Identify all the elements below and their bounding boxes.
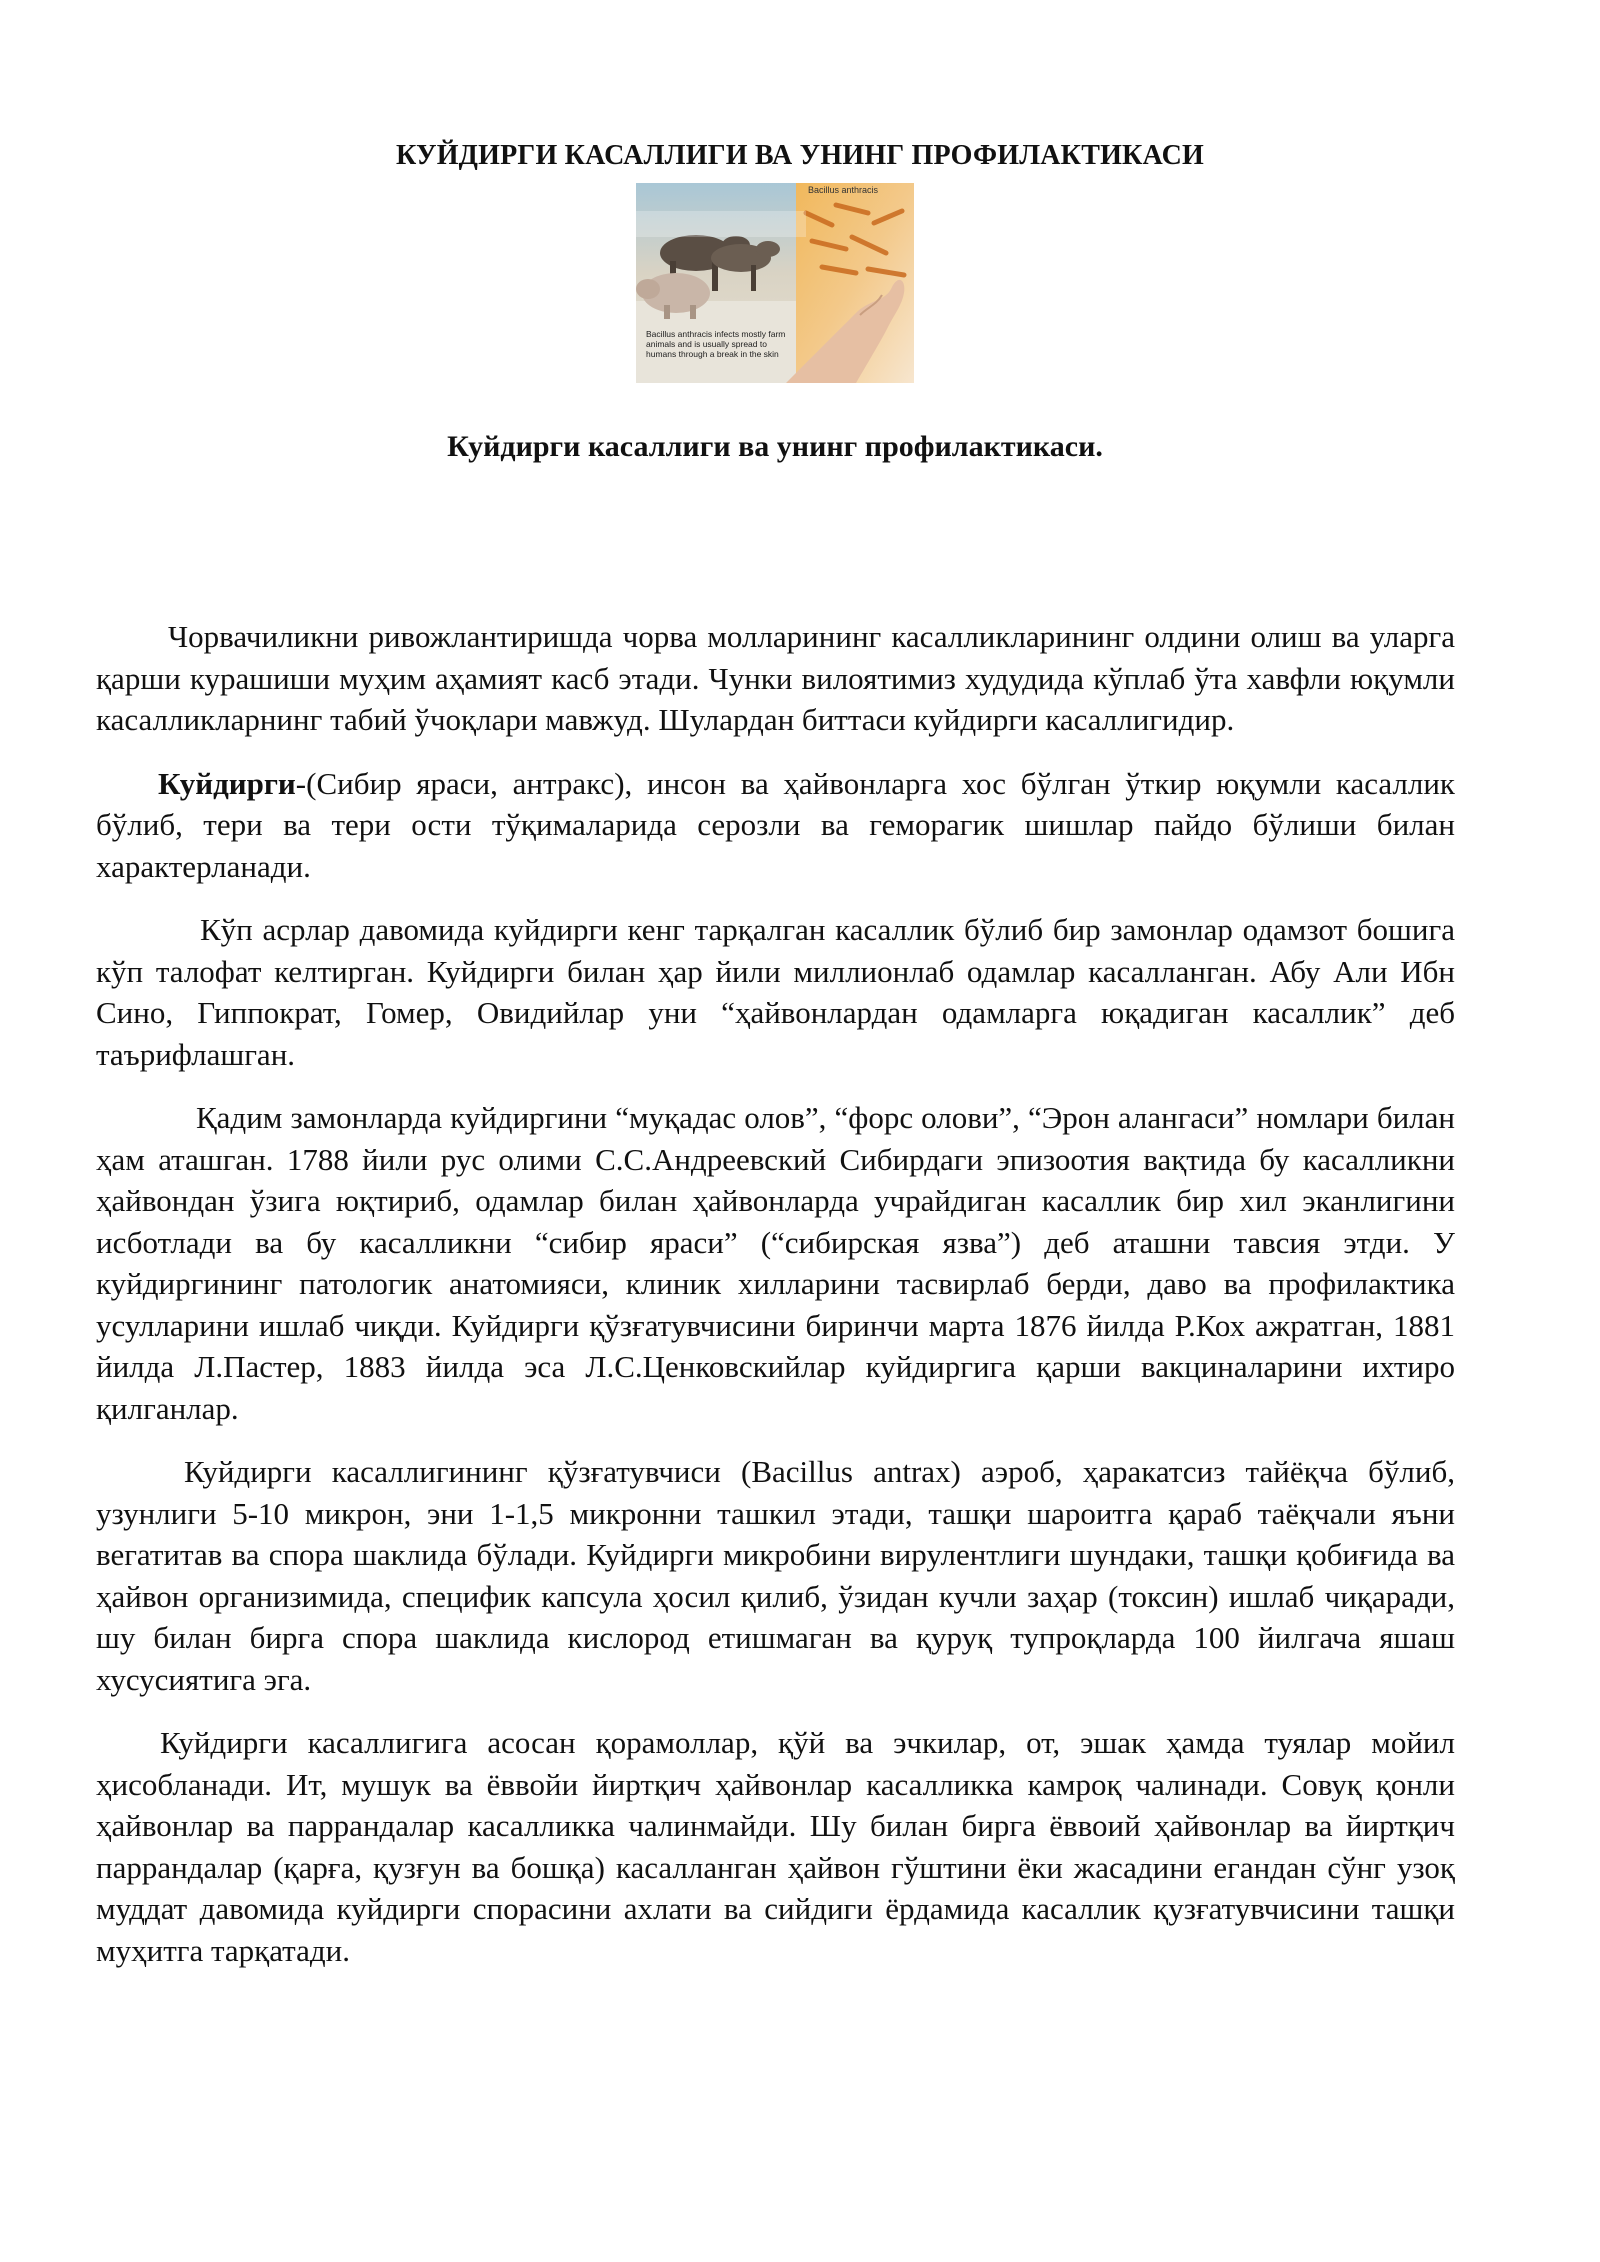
anthrax-illustration bbox=[636, 183, 914, 383]
paragraph-5: Куйдирги касаллигининг қўзғатувчиси (Bacillus antrax) аэроб, ҳаракатсиз тайёқча бўлиб, узунлиги 5-10 микрон, эни 1-1,5 микронни ташкил этади, ташқи шароитга қараб таёқчали яъни вегатитав ва спора шаклида бўлади. Куйдирги микробини вирулентлиги шундаки, ташқи қобиғида ва ҳайвон организимида, специфик капсула ҳосил қилиб, ўзидан кучли заҳар (токсин) ишлаб чиқаради, шу билан бирга спора шаклида кислород етишмаган ва қуруқ тупроқларда 100 йилгача яшаш хусусиятига эга. bbox=[96, 1454, 1455, 1697]
paragraph-1: Чорвачиликни ривожлантиришда чорва молларининг касалликларининг олдини олиш ва уларга қарши курашиши муҳим аҳамият касб этади. Чунки вилоятимиз худудида кўплаб ўта хавфли юқумли касалликларнинг табий ўчоқлари мавжуд. Шулардан биттаси куйдирги касаллигидир. bbox=[96, 619, 1455, 737]
paragraph-4: Қадим замонларда куйдиргини “муқадас олов”, “форс олови”, “Эрон алангаси” номлари билан ҳам аташган. 1788 йили рус олими С.С.Андреевский Сибирдаги эпизоотия вақтида бу касалликни ҳайвондан ўзига юқтириб, одамлар билан ҳайвонларда учрайдиган касаллик бир хил эканлигини исботлади ва бу касалликни “сибир яраси” (“сибирская язва”) деб аташни тавсия этди. У куйдиргининг патологик анатомияси, клиник хилларини тасвирлаб берди, даво ва профилактика усулларини ишлаб чиқди. Куйдирги қўзғатувчисини биринчи марта 1876 йилда Р.Кох ажратган, 1881 йилда Л.Пастер, 1883 йилда эса Л.С.Ценковскийлар куйдиргига қарши вакциналарини ихтиро қилганлар. bbox=[96, 1100, 1455, 1426]
paragraph-6: Куйдирги касаллигига асосан қорамоллар, қўй ва эчкилар, от, эшак ҳамда туялар мойил ҳисобланади. Ит, мушук ва ёввойи йиртқич ҳайвонлар касалликка камроқ чалинади. Совуқ қонли ҳайвонлар ва паррандалар касалликка чалинмайди. Шу билан бирга ёввоий ҳайвонлар ва йиртқич паррандалар (қарға, қузғун ва бошқа) касалланган ҳайвон гўштини ёки жасадини егандан сўнг узоқ муддат давомида куйдирги спорасини ахлати ва сийдиги ёрдамида касаллик қузғатувчисини ташқи муҳитга тарқатади. bbox=[96, 1725, 1455, 1968]
paragraph-2-lead-term: Куйдирги bbox=[158, 765, 296, 801]
figure-caption-bottom: Bacillus anthracis infects mostly farm animals and is usually spread to humans through a break in the skin bbox=[646, 329, 786, 359]
paragraph-2 bbox=[96, 763, 1455, 888]
document-body bbox=[96, 616, 1455, 1993]
document-title: КУЙДИРГИ КАСАЛЛИГИ ВА УНИНГ ПРОФИЛАКТИКАСИ bbox=[396, 140, 1204, 171]
document-subtitle: Куйдирги касаллиги ва унинг профилактикаси. bbox=[447, 430, 1103, 463]
paragraph-2-text: -(Сибир яраси, антракс), инсон ва ҳайвонларга хос бўлган ўткир юқумли касаллик бўлиб, тери ва тери ости тўқималарида серозли ва геморагик шишлар пайдо бўлиши билан характерланади. bbox=[96, 765, 1455, 884]
paragraph-3: Кўп асрлар давомида куйдирги кенг тарқалган касаллик бўлиб бир замонлар одамзот бошига кўп талофат келтирган. Куйдирги билан ҳар йили миллионлаб одамлар касалланган. Абу Али Ибн Сино, Гиппократ, Гомер, Овидийлар уни “ҳайвонлардан одамларга юқадиган касаллик” деб таърифлашган. bbox=[96, 912, 1455, 1072]
figure-caption-top: Bacillus anthracis bbox=[808, 185, 879, 195]
